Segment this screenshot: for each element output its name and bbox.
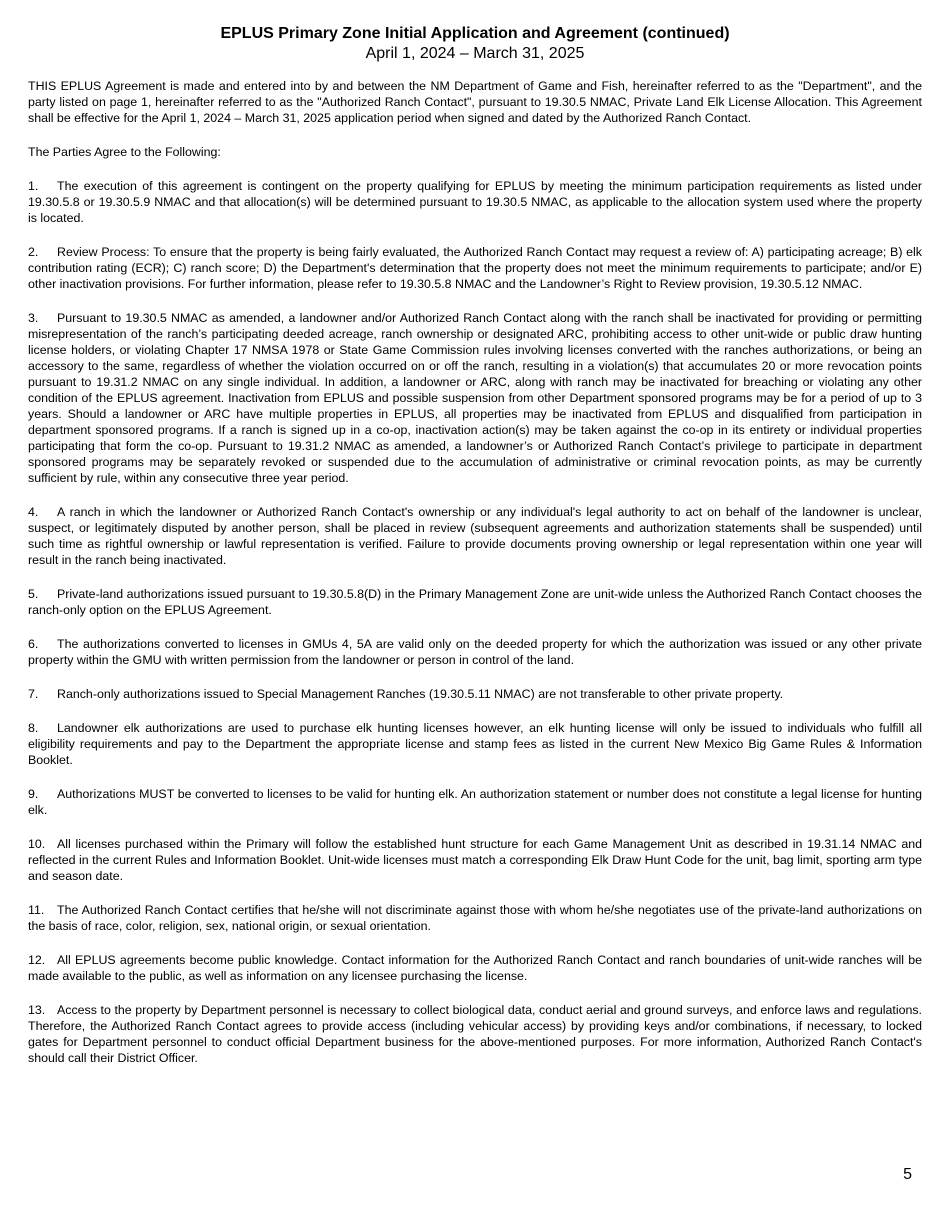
document-page — [28, 24, 922, 1084]
clause-6: 6. The authorizations converted to licenses in GMUs 4, 5A are valid only on the deeded property for which the authorization was issued or any other private property within the GMU with written permission from the landowner or person in control of the land. — [28, 637, 922, 667]
clause-7: 7. Ranch-only authorizations issued to Special Management Ranches (19.30.5.11 NMAC) are not transferable to other private property. — [28, 687, 784, 701]
clause-4: 4. A ranch in which the landowner or Authorized Ranch Contact's ownership or any individual's legal authority to act on behalf of the landowner is unclear, suspect, or legitimately disputed by another person, shall be placed in review (subsequent agreements and authorization statements shall be suspended) until such time as rightful ownership or lawful representation is verified. Failure to provide documents proving ownership or legal representation within one year will result in the ranch being inactivated. — [28, 505, 922, 567]
page-number: 5 — [903, 1166, 912, 1183]
clause-2: 2. Review Process: To ensure that the property is being fairly evaluated, the Authorized Ranch Contact may request a review of: A) participating acreage; B) elk contribution rating (ECR); C) ranch score; D) the Department's determination that the property does not meet the minimum requirements to participate; and/or E) other inactivation provisions. For further information, please refer to 19.30.5.8 NMAC and the Landowner’s Right to Review provision, 19.30.5.12 NMAC. — [28, 245, 922, 291]
clause-10: 10. All licenses purchased within the Primary will follow the established hunt structure for each Game Management Unit as described in 19.31.14 NMAC and reflected in the current Rules and Information Booklet. Unit-wide licenses must match a corresponding Elk Draw Hunt Code for the unit, bag limit, sporting arm type and season date. — [28, 837, 922, 883]
clause-5: 5. Private-land authorizations issued pursuant to 19.30.5.8(D) in the Primary Management Zone are unit-wide unless the Authorized Ranch Contact chooses the ranch-only option on the EPLUS Agreement. — [28, 587, 922, 617]
agreement-period: April 1, 2024 – March 31, 2025 — [365, 45, 585, 62]
page-title: EPLUS Primary Zone Initial Application and Agreement (continued) — [220, 25, 730, 42]
clause-3: 3. Pursuant to 19.30.5 NMAC as amended, a landowner and/or Authorized Ranch Contact along with the ranch shall be inactivated for providing or permitting misrepresentation of the ranch’s participating deeded acreage, ranch ownership or designated ARC, prohibiting access to other unit-wide or public draw hunting license holders, or violating Chapter 17 NMSA 1978 or State Game Commission rules involving licenses converted with the ranches authorizations, or being an accessory to the same, regardless of whether the violation occurred on or off the ranch, resulting in a violation(s) that accumulates 20 or more revocation points pursuant to 19.31.2 NMAC on any single individual. In addition, a landowner or ARC, along with ranch may be inactivated for breaching or violating any other condition of the EPLUS agreement. Inactivation from EPLUS and possible suspension from other Department sponsored programs may be for a period of up to 3 years. Should a landowner or ARC have multiple properties in EPLUS, all properties may be inactivated from EPLUS and disqualified from participation in department sponsored programs. If a ranch is signed up in a co-op, inactivation action(s) may be taken against the co-op in its entirety or individual properties participating that form the co-op. Pursuant to 19.31.2 NMAC as amended, a landowner’s or Authorized Ranch Contact’s privilege to participate in department sponsored programs may be separately revoked or suspended due to the accumulation of administrative or criminal revocation points, as may be currently sufficient by rule, within any consecutive three year period. — [28, 311, 922, 485]
clause-13: 13. Access to the property by Department personnel is necessary to collect biological data, conduct aerial and ground surveys, and enforce laws and regulations. Therefore, the Authorized Ranch Contact agrees to provide access (including vehicular access) by providing keys and/or combinations, if necessary, to locked gates for Department personnel to conduct official Department business for the above-mentioned purposes. For more information, Authorized Ranch Contact's should call their District Officer. — [28, 1003, 922, 1065]
clause-12: 12. All EPLUS agreements become public knowledge. Contact information for the Authorized Ranch Contact and ranch boundaries of unit-wide ranches will be made available to the public, as well as information on any licensee purchasing the license. — [28, 953, 922, 983]
clause-1: 1. The execution of this agreement is contingent on the property qualifying for EPLUS by meeting the minimum participation requirements as listed under 19.30.5.8 or 19.30.5.9 NMAC and that allocation(s) will be determined pursuant to 19.30.5 NMAC, as applicable to the allocation system used where the property is located. — [28, 179, 922, 225]
clause-8: 8. Landowner elk authorizations are used to purchase elk hunting licenses however, an elk hunting license will only be issued to individuals who fulfill all eligibility requirements and pay to the Department the appropriate license and stamp fees as listed in the current New Mexico Big Game Rules & Information Booklet. — [28, 721, 922, 767]
clause-9: 9. Authorizations MUST be converted to licenses to be valid for hunting elk. An authorization statement or number does not constitute a legal license for hunting elk. — [28, 787, 922, 817]
intro-paragraph: THIS EPLUS Agreement is made and entered into by and between the NM Department of Game and Fish, hereinafter referred to as the "Department", and the party listed on page 1, hereinafter referred to as the "Authorized Ranch Contact", pursuant to 19.30.5 NMAC, Private Land Elk License Allocation. This Agreement shall be effective for the April 1, 2024 – March 31, 2025 application period when signed and dated by the Authorized Ranch Contact. — [28, 79, 922, 125]
clause-11: 11. The Authorized Ranch Contact certifies that he/she will not discriminate against those with whom he/she negotiates use of the private-land authorizations on the basis of race, color, religion, sex, national origin, or sexual orientation. — [28, 903, 922, 933]
agree-heading: The Parties Agree to the Following: — [28, 145, 221, 159]
